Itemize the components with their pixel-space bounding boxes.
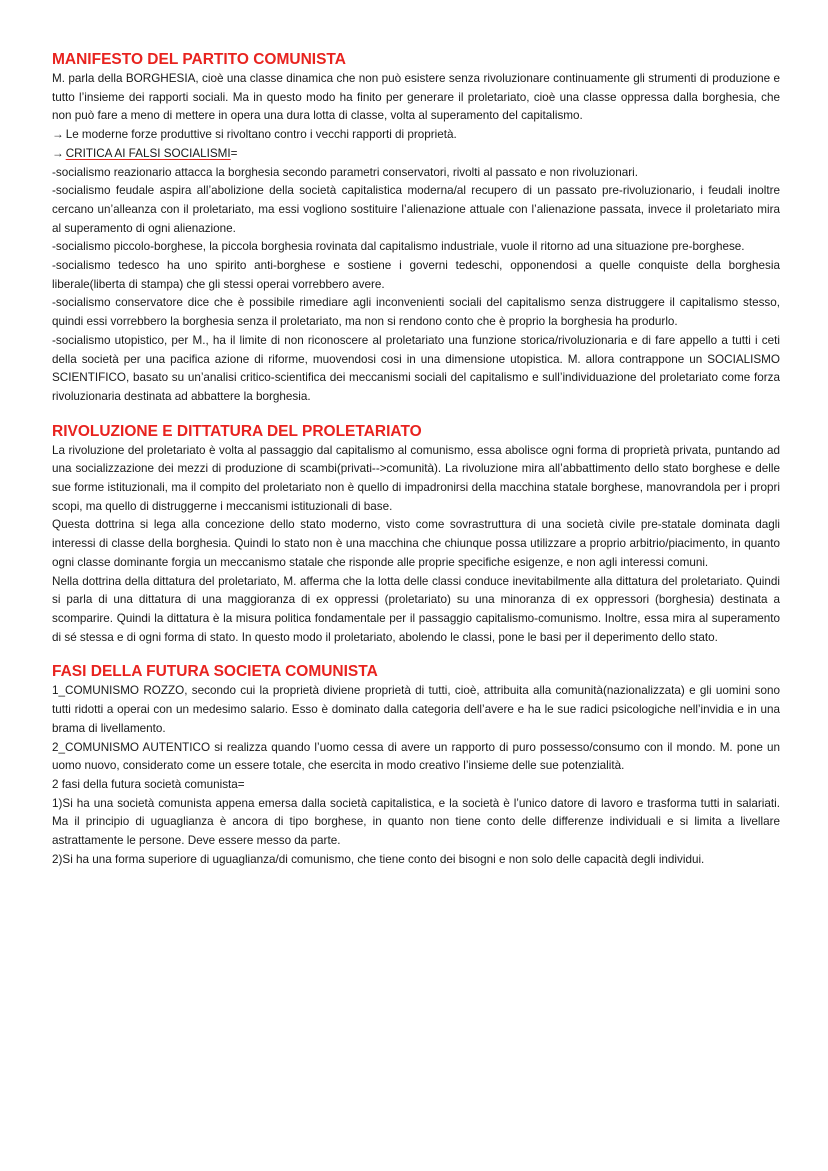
paragraph-text: Le moderne forze produttive si rivoltano contro i vecchi rapporti di proprietà. — [65, 128, 457, 142]
section-heading: MANIFESTO DEL PARTITO COMUNISTA — [52, 51, 346, 68]
paragraph: 1_COMUNISMO ROZZO, secondo cui la proprietà diviene proprietà di tutti, cioè, attribuita alla comunità(nazionalizzata) e gli uomini sono tutti ridotti a operai con un medesimo salario. Esso è dominato dalla categoria dell’avere e ha le sue radici psicologiche nell’invidia e in una brama di livellamento. — [52, 684, 780, 735]
section-rivoluzione — [52, 422, 780, 648]
section-fasi — [52, 662, 780, 869]
paragraph: -socialismo tedesco ha uno spirito anti-borghese e sostiene i governi tedeschi, opponendosi a quelle conquiste della borghesia liberale(liberta di stampa) che gli stessi operai vorrebbero avere. — [52, 259, 780, 291]
paragraph: -socialismo reazionario attacca la borghesia secondo parametri conservatori, rivolti al passato e non rivoluzionari. — [52, 165, 638, 179]
section-heading: FASI DELLA FUTURA SOCIETA COMUNISTA — [52, 663, 378, 681]
paragraph: -socialismo utopistico, per M., ha il limite di non riconoscere al proletariato una funzione storica/rivoluzionaria e di fare appello a tutti i ceti della società per una pacifica azione di riforme, muovendosi cosi in una dimensione utopistica. M. allora contrappone un SOCIALISMO SCIENTIFICO, basato su un’analisi critico-scientifica dei meccanismi sociali del capitalismo e sull’individuazione del proletariato come forza rivoluzionaria destinata ad abbattere la borghesia. — [52, 333, 780, 403]
paragraph — [52, 126, 780, 145]
paragraph: M. parla della BORGHESIA, cioè una classe dinamica che non può esistere senza rivoluzionare continuamente gli strumenti di produzione e tutto l’insieme dei rapporti sociali. Ma in questo modo ha finito per generare il proletariato, cioè una classe oppressa dalla borghesia, che non può fare a meno di mettere in opera una dura lotta di classe, volta al superamento del capitalismo. — [52, 72, 780, 123]
paragraph — [52, 145, 780, 164]
paragraph: Questa dottrina si lega alla concezione dello stato moderno, visto come sovrastruttura di una società civile pre-statale dominata dagli interessi di classe della borghesia. Quindi lo stato non è una macchina che chiunque possa utilizzare a proprio arbitrio/piacimento, in quanto ogni classe dominante forgia un meccanismo statale che risponde alle proprie specifiche esigenze, e non agli interessi comuni. — [52, 518, 780, 569]
paragraph: -socialismo piccolo-borghese, la piccola borghesia rovinata dal capitalismo industriale, vuole il ritorno ad una situazione pre-borghese. — [52, 240, 745, 254]
section-manifesto — [52, 50, 780, 407]
paragraph: -socialismo conservatore dice che è possibile rimediare agli inconvenienti sociali del capitalismo senza distruggere il capitalismo stesso, quindi essi vorrebbero la borghesia senza il proletariato, ma non si rendono conto che è proprio la borghesia ha produrlo. — [52, 296, 780, 329]
paragraph: Nella dottrina della dittatura del proletariato, M. afferma che la lotta delle classi conduce inevitabilmente alla dittatura del proletariato. Quindi si parla di una dittatura di una maggioranza di ex oppressi (proletariato) su una minoranza di ex oppressori (borghesia) destinata a scomparire. Quindi la dittatura è la misura politica fondamentale per il passaggio capitalismo-comunismo. Inoltre, essa mira al superamento di sé stessa e di ogni forma di stato. In questo modo il proletariato, abolendo le classi, pone le basi per il deperimento dello stato. — [52, 574, 780, 644]
paragraph: 1)Si ha una società comunista appena emersa dalla società capitalistica, e la società è l’unico datore di lavoro e trasforma tutti in salariati. Ma il principio di uguaglianza è ancora di tipo borghese, in quanto non tiene conto delle differenze individuali e si limita a livellare astrattamente le persone. Deve essere messo da parte. — [52, 796, 780, 848]
paragraph: 2)Si ha una forma superiore di uguaglianza/di comunismo, che tiene conto dei bisogni e non solo delle capacità degli individui. — [52, 852, 705, 866]
arrow-right-icon: → — [52, 128, 64, 142]
paragraph: 2 fasi della futura società comunista= — [52, 777, 245, 791]
arrow-right-icon: → — [52, 146, 64, 160]
document-page — [52, 50, 780, 884]
paragraph: 2_COMUNISMO AUTENTICO si realizza quando l’uomo cessa di avere un rapporto di puro possesso/consumo con il mondo. M. pone un uomo nuovo, considerato come un essere totale, che esercita in modo creativo l’insieme delle sue potenzialità. — [52, 740, 780, 773]
paragraph: -socialismo feudale aspira all’abolizione della società capitalistica moderna/al recupero di un passato pre-rivoluzionario, i feudali inoltre cercano un’alleanza con il proletariato, ma essi vogliono sostituire l’alienazione attuale con l’alienazione passata, invece il proletariato mira al superamento di ogni alienazione. — [52, 184, 780, 235]
paragraph: La rivoluzione del proletariato è volta al passaggio dal capitalismo al comunismo, essa abolisce ogni forma di proprietà privata, puntando ad una socializzazione dei mezzi di produzione di scambi(privati-->comunità). La rivoluzione mira all’abbattimento dello stato borghese e delle sue forme istituzionali, ma il compito del proletariato non è quello di impadronirsi della macchina statale borghese, manovrandola per i propri scopi, ma quello di distruggerne i meccanismi istituzionali di base. — [52, 443, 780, 513]
critica-label: CRITICA AI FALSI SOCIALISMI — [65, 146, 231, 160]
section-heading: RIVOLUZIONE E DITTATURA DEL PROLETARIATO — [52, 422, 422, 440]
critica-suffix: = — [230, 146, 238, 160]
